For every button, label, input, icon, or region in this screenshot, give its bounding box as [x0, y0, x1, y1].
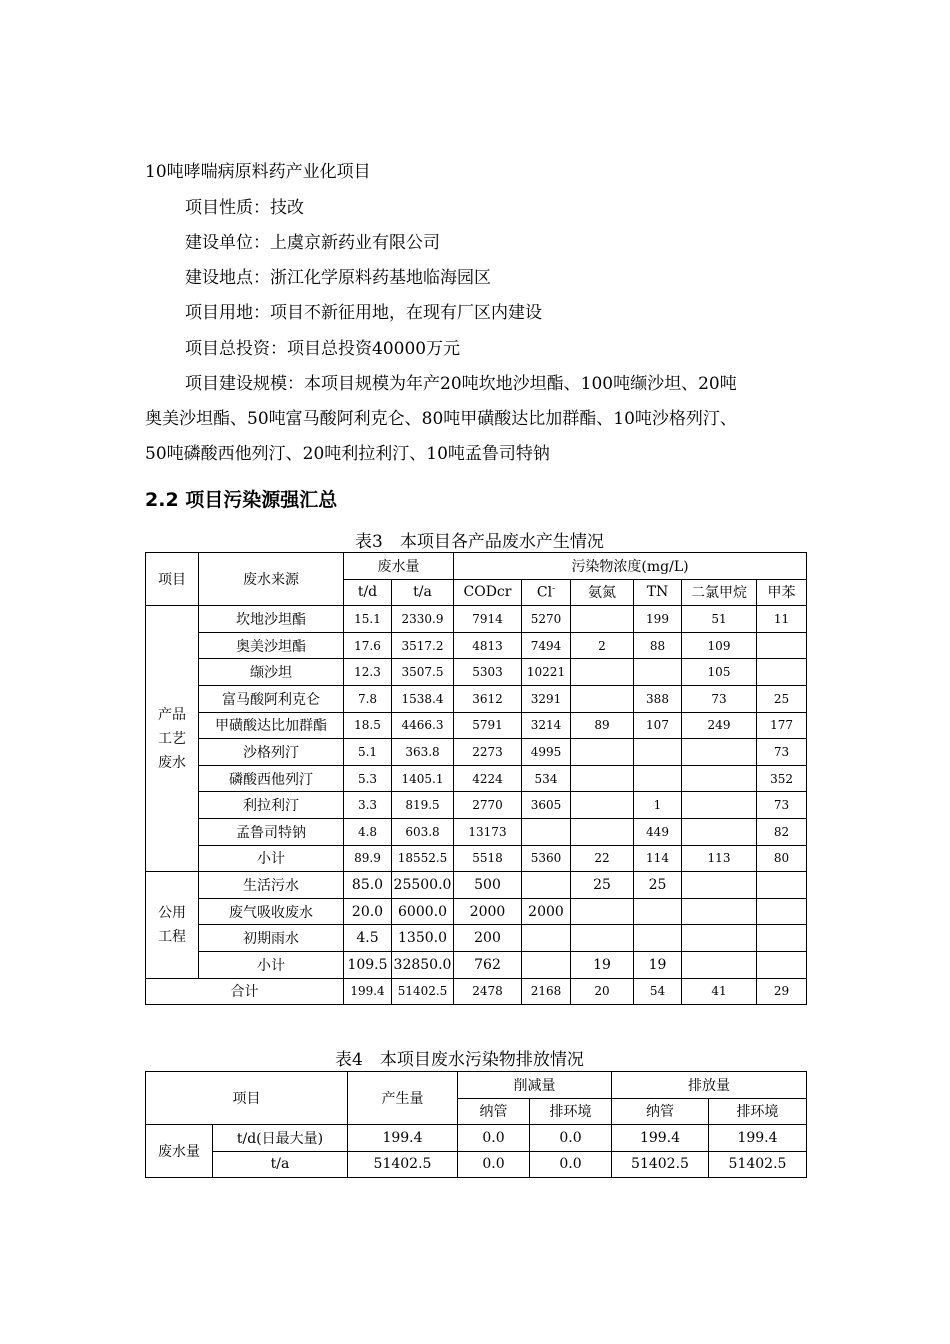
- table-cell: [571, 818, 634, 845]
- section-heading: 2.2 项目污染源强汇总: [145, 489, 338, 511]
- table-cell: 449: [634, 818, 682, 845]
- table-cell: [571, 898, 634, 925]
- header-ammonia: 氨氮: [571, 579, 634, 606]
- table-cell: 3.3: [344, 792, 392, 819]
- table-cell: 51402.5: [709, 1151, 807, 1178]
- table-cell: 5.3: [344, 765, 392, 792]
- table-row: [146, 792, 807, 819]
- table-cell: 20.0: [344, 898, 392, 925]
- table-cell: 0.0: [530, 1151, 612, 1178]
- table-cell: 1: [634, 792, 682, 819]
- table-row: [146, 685, 807, 712]
- table-cell: 12.3: [344, 659, 392, 686]
- row-source: 甲磺酸达比加群酯: [199, 712, 344, 739]
- table-cell: 13173: [454, 818, 522, 845]
- project-nature: 项目性质：技改: [185, 198, 304, 218]
- header-toluene: 甲苯: [757, 579, 807, 606]
- table-cell: [682, 818, 757, 845]
- wastewater-discharge-table: [145, 1071, 807, 1178]
- table-cell: 1350.0: [392, 925, 454, 952]
- table-cell: 4.8: [344, 818, 392, 845]
- table-cell: 51402.5: [392, 978, 454, 1005]
- table-cell: 10221: [522, 659, 571, 686]
- total-row: [146, 978, 807, 1005]
- wastewater-label: 废水量: [146, 1125, 213, 1178]
- table-row: [146, 765, 807, 792]
- table-cell: 3612: [454, 685, 522, 712]
- table-cell: 22: [571, 845, 634, 872]
- table-cell: 0.0: [458, 1151, 530, 1178]
- header-td: t/d: [344, 579, 392, 606]
- table-cell: 5791: [454, 712, 522, 739]
- table-cell: 4995: [522, 739, 571, 766]
- table-cell: 762: [454, 951, 522, 978]
- table-cell: [757, 925, 807, 952]
- table-cell: 73: [682, 685, 757, 712]
- table-cell: 107: [634, 712, 682, 739]
- table-cell: [634, 765, 682, 792]
- table-cell: 4466.3: [392, 712, 454, 739]
- table-cell: 6000.0: [392, 898, 454, 925]
- table-cell: 20: [571, 978, 634, 1005]
- table-cell: 199.4: [709, 1125, 807, 1152]
- table-cell: 51402.5: [612, 1151, 709, 1178]
- table-cell: 25500.0: [392, 872, 454, 899]
- t4-header-reduced-env: 排环境: [530, 1098, 612, 1125]
- table-cell: 73: [757, 739, 807, 766]
- table-cell: 3291: [522, 685, 571, 712]
- table-row: [146, 712, 807, 739]
- table-cell: 89.9: [344, 845, 392, 872]
- row-source: 磷酸西他列汀: [199, 765, 344, 792]
- row-unit: t/a: [213, 1151, 348, 1178]
- table-cell: 5270: [522, 606, 571, 633]
- table-cell: [757, 898, 807, 925]
- table-cell: 7914: [454, 606, 522, 633]
- table-cell: 114: [634, 845, 682, 872]
- table-cell: [571, 606, 634, 633]
- table-cell: 109: [682, 632, 757, 659]
- row-unit: t/d(日最大量): [213, 1125, 348, 1152]
- table-cell: [571, 925, 634, 952]
- table-cell: 5303: [454, 659, 522, 686]
- table-cell: 5518: [454, 845, 522, 872]
- table-cell: 3605: [522, 792, 571, 819]
- t4-header-item: 项目: [146, 1072, 348, 1125]
- table-cell: 534: [522, 765, 571, 792]
- table-cell: 73: [757, 792, 807, 819]
- table-row: [146, 1125, 807, 1152]
- header-cl: [522, 579, 571, 606]
- project-title-line: 10吨哮喘病原料药产业化项目: [145, 162, 371, 182]
- table-cell: 2478: [454, 978, 522, 1005]
- t4-header-discharged-env: 排环境: [709, 1098, 807, 1125]
- row-source: 奥美沙坦酯: [199, 632, 344, 659]
- header-cod: CODcr: [454, 579, 522, 606]
- table-cell: [571, 685, 634, 712]
- row-source: 孟鲁司特钠: [199, 818, 344, 845]
- table-cell: 85.0: [344, 872, 392, 899]
- table-cell: [682, 872, 757, 899]
- table-cell: 2: [571, 632, 634, 659]
- header-tn: TN: [634, 579, 682, 606]
- table-cell: 19: [571, 951, 634, 978]
- table-cell: 18.5: [344, 712, 392, 739]
- table-cell: [757, 632, 807, 659]
- table-cell: 80: [757, 845, 807, 872]
- table-cell: [571, 792, 634, 819]
- table-cell: 51402.5: [348, 1151, 458, 1178]
- table-cell: 54: [634, 978, 682, 1005]
- header-source: 废水来源: [199, 553, 344, 606]
- table-row: [146, 951, 807, 978]
- table-cell: 819.5: [392, 792, 454, 819]
- table-cell: 17.6: [344, 632, 392, 659]
- table-cell: [682, 898, 757, 925]
- table-cell: [522, 925, 571, 952]
- table-cell: 32850.0: [392, 951, 454, 978]
- table-cell: [571, 765, 634, 792]
- table4-caption: 表4 本项目废水污染物排放情况: [335, 1050, 584, 1070]
- table-row: [146, 1151, 807, 1178]
- table-cell: [522, 818, 571, 845]
- table-cell: 4.5: [344, 925, 392, 952]
- table-cell: 500: [454, 872, 522, 899]
- table-cell: [634, 739, 682, 766]
- table-row: [146, 845, 807, 872]
- header-volume: 废水量: [344, 553, 454, 580]
- row-source: 废气吸收废水: [199, 898, 344, 925]
- table-cell: 113: [682, 845, 757, 872]
- header-ta: t/a: [392, 579, 454, 606]
- table-cell: [634, 659, 682, 686]
- table-cell: 7494: [522, 632, 571, 659]
- table-cell: 2000: [454, 898, 522, 925]
- header-pollutant: 污染物浓度(mg/L): [454, 553, 807, 580]
- table-row: [146, 898, 807, 925]
- construction-scale-line-2: 奥美沙坦酯、50吨富马酸阿利克仑、80吨甲磺酸达比加群酯、10吨沙格列汀、: [145, 409, 737, 429]
- row-source: 坎地沙坦酯: [199, 606, 344, 633]
- table-cell: 41: [682, 978, 757, 1005]
- table-cell: 29: [757, 978, 807, 1005]
- table-cell: [682, 765, 757, 792]
- table-cell: [522, 872, 571, 899]
- table-cell: 388: [634, 685, 682, 712]
- table-cell: 3507.5: [392, 659, 454, 686]
- table-cell: 200: [454, 925, 522, 952]
- row-source: 初期雨水: [199, 925, 344, 952]
- table-cell: [682, 925, 757, 952]
- table-cell: [682, 739, 757, 766]
- table-cell: 199.4: [348, 1125, 458, 1152]
- table-cell: 2168: [522, 978, 571, 1005]
- table-cell: 352: [757, 765, 807, 792]
- row-source: 利拉利汀: [199, 792, 344, 819]
- table-cell: 2000: [522, 898, 571, 925]
- construction-scale-line-3: 50吨磷酸西他列汀、20吨利拉利汀、10吨孟鲁司特钠: [145, 444, 550, 464]
- table-cell: [682, 951, 757, 978]
- table-cell: 82: [757, 818, 807, 845]
- row-source: 缬沙坦: [199, 659, 344, 686]
- table-cell: [757, 951, 807, 978]
- table-cell: [682, 792, 757, 819]
- table-cell: 2330.9: [392, 606, 454, 633]
- table-row: [146, 632, 807, 659]
- construction-scale-line-1: 项目建设规模：本项目规模为年产20吨坎地沙坦酯、100吨缬沙坦、20吨: [185, 374, 737, 394]
- table-cell: 11: [757, 606, 807, 633]
- table-cell: 25: [634, 872, 682, 899]
- table-cell: 0.0: [530, 1125, 612, 1152]
- table-cell: 25: [571, 872, 634, 899]
- project-land: 项目用地：项目不新征用地，在现有厂区内建设: [185, 303, 542, 323]
- table-cell: 199.4: [612, 1125, 709, 1152]
- table3-caption: 表3 本项目各产品废水产生情况: [355, 532, 604, 552]
- table-cell: 51: [682, 606, 757, 633]
- row-source: 富马酸阿利克仑: [199, 685, 344, 712]
- table-cell: 7.8: [344, 685, 392, 712]
- table-cell: [522, 951, 571, 978]
- table-cell: 19: [634, 951, 682, 978]
- t4-header-produced: 产生量: [348, 1072, 458, 1125]
- table-row: [146, 739, 807, 766]
- table-cell: 249: [682, 712, 757, 739]
- table-row: [146, 872, 807, 899]
- table-row: [146, 818, 807, 845]
- table-cell: 5360: [522, 845, 571, 872]
- header-item: 项目: [146, 553, 199, 606]
- t4-header-reduced: 削减量: [458, 1072, 612, 1099]
- table-cell: 25: [757, 685, 807, 712]
- table-cell: 199: [634, 606, 682, 633]
- row-source: 小计: [199, 845, 344, 872]
- construction-unit: 建设单位：上虞京新药业有限公司: [185, 233, 440, 253]
- table-cell: 15.1: [344, 606, 392, 633]
- table-cell: 177: [757, 712, 807, 739]
- table-row: [146, 659, 807, 686]
- t4-header-reduced-sewer: 纳管: [458, 1098, 530, 1125]
- table-row: [146, 606, 807, 633]
- t4-header-discharged-sewer: 纳管: [612, 1098, 709, 1125]
- construction-location: 建设地点：浙江化学原料药基地临海园区: [185, 268, 491, 288]
- table-cell: 199.4: [344, 978, 392, 1005]
- table-cell: 18552.5: [392, 845, 454, 872]
- header-cl-text: Cl: [536, 584, 553, 601]
- table-cell: 3517.2: [392, 632, 454, 659]
- table-cell: 4813: [454, 632, 522, 659]
- table-cell: 5.1: [344, 739, 392, 766]
- table-cell: 88: [634, 632, 682, 659]
- table-cell: 105: [682, 659, 757, 686]
- table-cell: [757, 659, 807, 686]
- row-source: 生活污水: [199, 872, 344, 899]
- table-cell: [571, 659, 634, 686]
- group-label: 产品 工艺 废水: [146, 606, 199, 872]
- table-cell: 109.5: [344, 951, 392, 978]
- row-source: 小计: [199, 951, 344, 978]
- table-cell: 4224: [454, 765, 522, 792]
- table-cell: [757, 872, 807, 899]
- t4-header-discharged: 排放量: [612, 1072, 807, 1099]
- header-cl-sup: -: [552, 584, 556, 595]
- table-cell: [571, 739, 634, 766]
- table-cell: 363.8: [392, 739, 454, 766]
- table-cell: 3214: [522, 712, 571, 739]
- table-cell: 0.0: [458, 1125, 530, 1152]
- table-cell: 1405.1: [392, 765, 454, 792]
- table-cell: 2770: [454, 792, 522, 819]
- table-cell: 1538.4: [392, 685, 454, 712]
- table-cell: [634, 898, 682, 925]
- table-cell: 89: [571, 712, 634, 739]
- wastewater-generation-table: [145, 552, 807, 1005]
- table-row: [146, 925, 807, 952]
- group-label: 公用 工程: [146, 872, 199, 978]
- total-label: 合计: [146, 978, 344, 1005]
- table-cell: 603.8: [392, 818, 454, 845]
- table-cell: [634, 925, 682, 952]
- row-source: 沙格列汀: [199, 739, 344, 766]
- table-cell: 2273: [454, 739, 522, 766]
- header-dcm: 二氯甲烷: [682, 579, 757, 606]
- total-investment: 项目总投资：项目总投资40000万元: [185, 339, 461, 359]
